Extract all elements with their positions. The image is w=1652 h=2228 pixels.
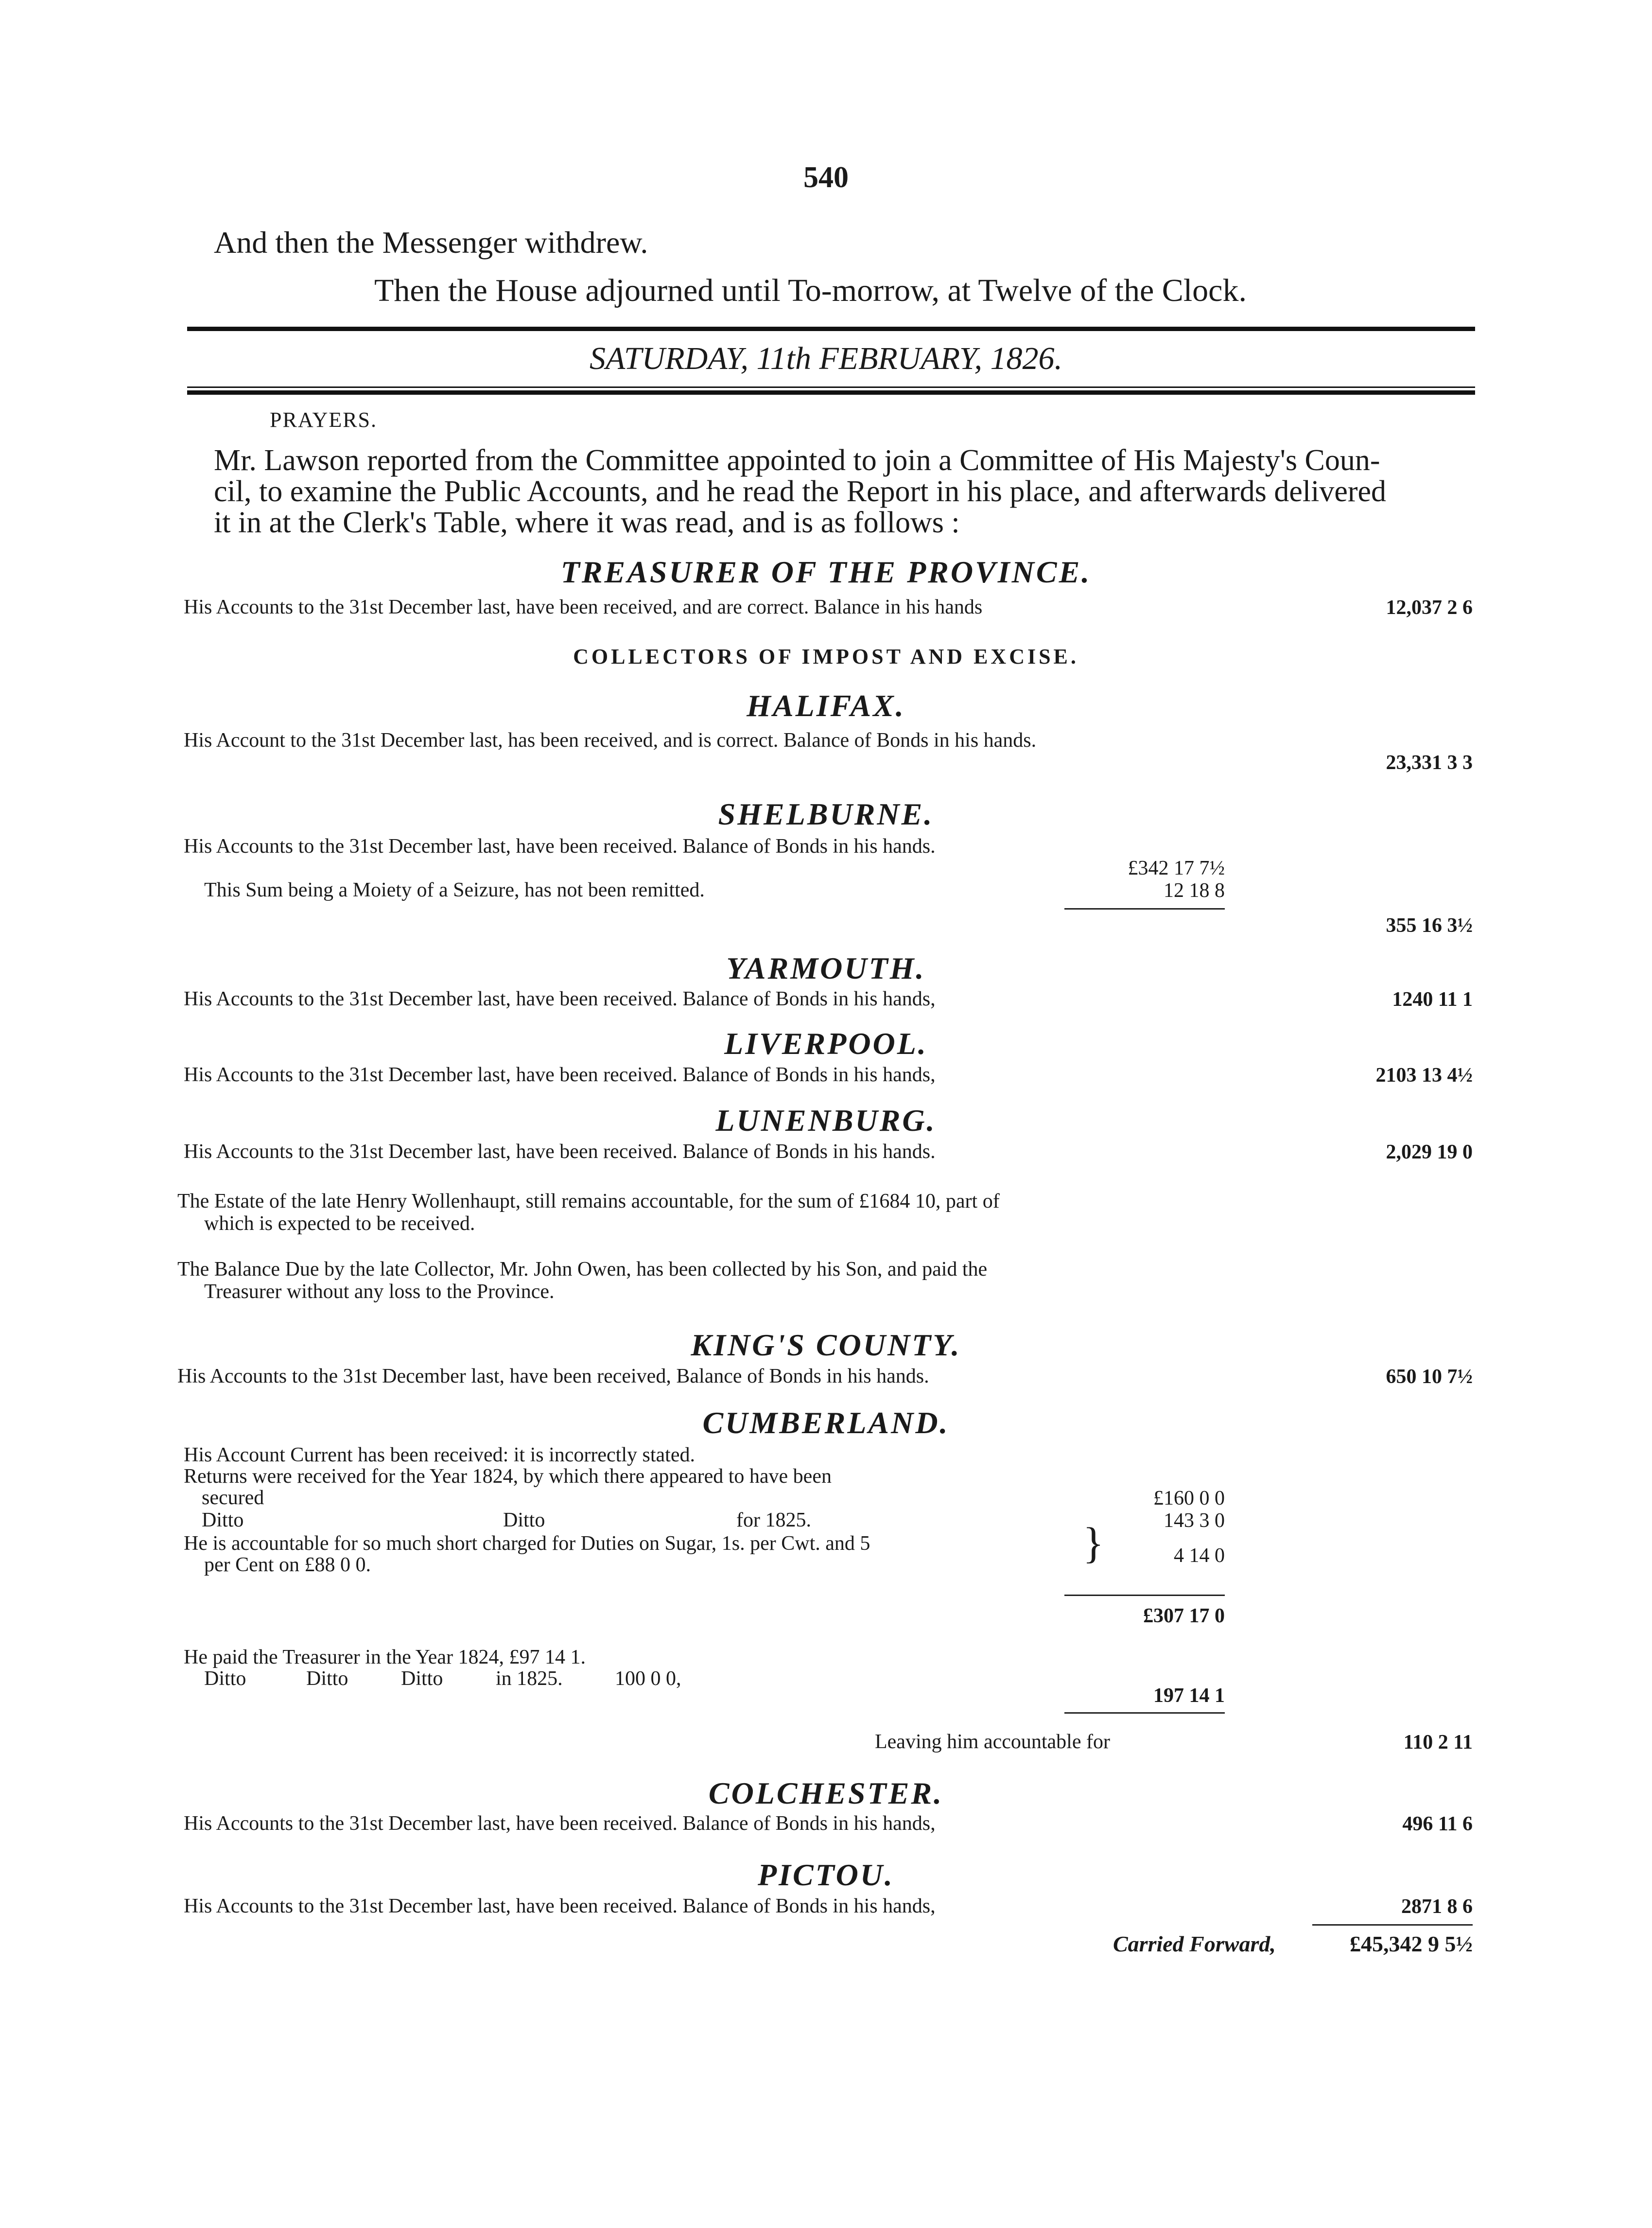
cumberland-ditto-b: Ditto xyxy=(503,1509,545,1531)
date-rule-bottom xyxy=(187,390,1475,395)
cumberland-line5-cont: per Cent on £88 0 0. xyxy=(204,1554,371,1576)
shelburne-sum-rule xyxy=(1064,908,1225,910)
colchester-heading: COLCHESTER. xyxy=(708,1776,944,1810)
cumberland-amount: 110 2 11 xyxy=(1403,1731,1473,1754)
cumberland-sugar-amount: 4 14 0 xyxy=(1174,1544,1225,1567)
lunenburg-amount: 2,029 19 0 xyxy=(1386,1141,1473,1163)
date-rule-top xyxy=(187,386,1475,388)
cumberland-paid-total: 197 14 1 xyxy=(1153,1684,1225,1707)
liverpool-amount: 2103 13 4½ xyxy=(1375,1064,1473,1087)
intro-line: Mr. Lawson reported from the Committee appointed to join a Committee of His Majesty's Coun- xyxy=(214,444,1380,477)
colchester-text: His Accounts to the 31st December last, have been received. Balance of Bonds in his hands, xyxy=(184,1812,936,1835)
shelburne-sub2: 12 18 8 xyxy=(1164,879,1225,902)
owen-note-cont: Treasurer without any loss to the Province. xyxy=(204,1281,555,1303)
intro-line: it in at the Clerk's Table, where it was read, and is as follows : xyxy=(214,506,960,539)
cumberland-paid2-ditto-c: Ditto xyxy=(401,1667,443,1690)
prayers-label: PRAYERS. xyxy=(270,408,378,432)
intro-line: cil, to examine the Public Accounts, and he read the Report in his place, and afterwards delivered xyxy=(214,475,1387,508)
treasurer-text: His Accounts to the 31st December last, have been received, and are correct. Balance in his hands xyxy=(184,596,983,618)
carried-rule xyxy=(1312,1924,1473,1926)
carried-forward-amount: £45,342 9 5½ xyxy=(1350,1931,1473,1956)
pictou-text: His Accounts to the 31st December last, have been received. Balance of Bonds in his hands, xyxy=(184,1895,936,1917)
cumberland-total: £307 17 0 xyxy=(1143,1605,1225,1627)
carried-forward-label: Carried Forward, xyxy=(1113,1931,1276,1956)
report-intro xyxy=(214,445,1473,538)
messenger-line: And then the Messenger withdrew. xyxy=(214,225,648,260)
cumberland-sum-rule xyxy=(1064,1595,1225,1596)
cumberland-line1: His Account Current has been received: it is incorrectly stated. xyxy=(184,1444,695,1466)
cumberland-1825-amount: 143 3 0 xyxy=(1164,1509,1225,1532)
shelburne-heading: SHELBURNE. xyxy=(718,797,934,831)
brace-icon: } xyxy=(1083,1519,1104,1567)
cumberland-paid2-year: in 1825. xyxy=(496,1667,563,1690)
cumberland-line5: He is accountable for so much short charged for Duties on Sugar, 1s. per Cwt. and 5 xyxy=(184,1532,870,1555)
pictou-heading: PICTOU. xyxy=(757,1858,895,1892)
cumberland-paid-rule xyxy=(1064,1712,1225,1714)
halifax-amount: 23,331 3 3 xyxy=(1386,752,1473,774)
adjourn-line: Then the House adjourned until To-morrow, at Twelve of the Clock. xyxy=(374,273,1247,308)
treasurer-heading: TREASURER OF THE PROVINCE. xyxy=(560,555,1092,589)
kings-county-text: His Accounts to the 31st December last, have been received, Balance of Bonds in his hands. xyxy=(177,1365,929,1387)
yarmouth-amount: 1240 11 1 xyxy=(1392,988,1473,1011)
cumberland-for-1825: for 1825. xyxy=(736,1509,811,1531)
collectors-heading: COLLECTORS OF IMPOST AND EXCISE. xyxy=(573,645,1079,668)
yarmouth-text: His Accounts to the 31st December last, have been received. Balance of Bonds in his hands, xyxy=(184,988,936,1010)
liverpool-text: His Accounts to the 31st December last, have been received. Balance of Bonds in his hands, xyxy=(184,1064,936,1086)
cumberland-line3: secured xyxy=(202,1487,264,1509)
halifax-heading: HALIFAX. xyxy=(747,688,905,723)
yarmouth-heading: YARMOUTH. xyxy=(726,951,926,985)
kings-county-heading: KING'S COUNTY. xyxy=(691,1328,961,1362)
shelburne-note: This Sum being a Moiety of a Seizure, has not been remitted. xyxy=(204,879,705,901)
cumberland-paid1: He paid the Treasurer in the Year 1824, £97 14 1. xyxy=(184,1646,586,1668)
cumberland-leaving: Leaving him accountable for xyxy=(875,1731,1110,1753)
kings-county-amount: 650 10 7½ xyxy=(1386,1366,1473,1388)
page-number: 540 xyxy=(803,161,849,194)
shelburne-text: His Accounts to the 31st December last, have been received. Balance of Bonds in his hands. xyxy=(184,835,936,858)
wollenhaupt-note: The Estate of the late Henry Wollenhaupt, still remains accountable, for the sum of £1684 10, part of xyxy=(177,1190,1000,1212)
owen-note: The Balance Due by the late Collector, Mr. John Owen, has been collected by his Son, and paid the xyxy=(177,1258,988,1281)
cumberland-paid2-ditto-b: Ditto xyxy=(306,1667,348,1690)
shelburne-amount: 355 16 3½ xyxy=(1386,914,1473,937)
date-heading: SATURDAY, 11th FEBRUARY, 1826. xyxy=(590,341,1062,376)
top-rule xyxy=(187,327,1475,331)
lunenburg-heading: LUNENBURG. xyxy=(715,1103,937,1138)
colchester-amount: 496 11 6 xyxy=(1402,1813,1473,1835)
cumberland-ditto-a: Ditto xyxy=(202,1509,244,1531)
cumberland-line2: Returns were received for the Year 1824, by which there appeared to have been xyxy=(184,1465,832,1488)
shelburne-sub1: £342 17 7½ xyxy=(1128,857,1225,879)
lunenburg-text: His Accounts to the 31st December last, have been received. Balance of Bonds in his hands. xyxy=(184,1140,936,1163)
halifax-text: His Account to the 31st December last, has been received, and is correct. Balance of Bonds in his hands. xyxy=(184,729,1037,752)
cumberland-secured-amount: £160 0 0 xyxy=(1153,1487,1225,1509)
liverpool-heading: LIVERPOOL. xyxy=(724,1026,928,1061)
treasurer-amount: 12,037 2 6 xyxy=(1386,596,1473,619)
cumberland-paid2-ditto-a: Ditto xyxy=(204,1667,246,1690)
pictou-amount: 2871 8 6 xyxy=(1401,1895,1473,1918)
wollenhaupt-note-cont: which is expected to be received. xyxy=(204,1212,475,1235)
cumberland-heading: CUMBERLAND. xyxy=(702,1405,950,1440)
cumberland-paid2-amount: 100 0 0, xyxy=(615,1667,681,1690)
